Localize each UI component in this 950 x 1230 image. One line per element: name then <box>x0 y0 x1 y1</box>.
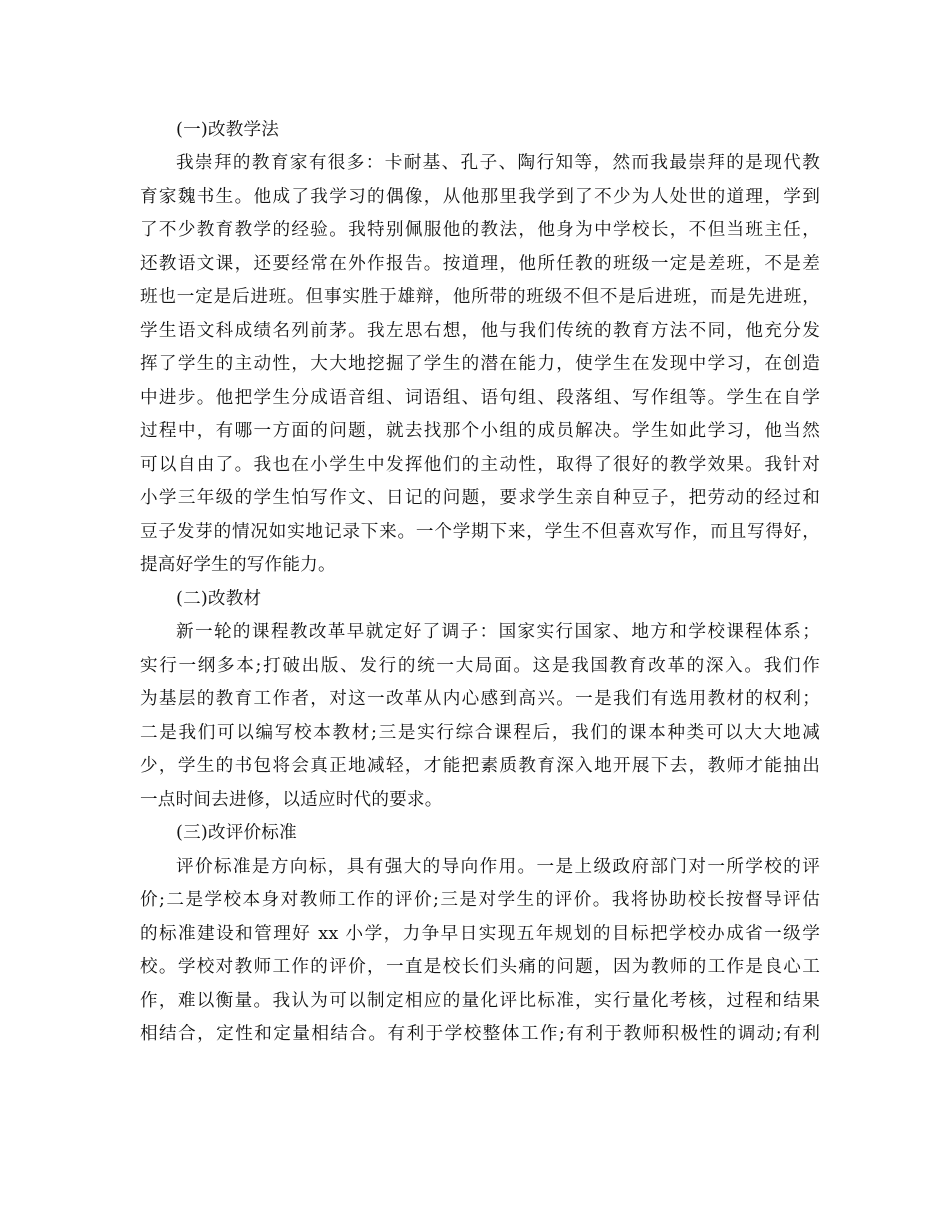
paragraph-line: 可以自由了。我也在小学生中发挥他们的主动性，取得了很好的教学效果。我针对 <box>140 455 820 475</box>
paragraph-line: 挥了学生的主动性，大大地挖掘了学生的潜在能力，使学生在发现中学习，在创造 <box>140 354 820 374</box>
paragraph-line: 的标准建设和管理好 xx 小学，力争早日实现五年规划的目标把学校办成省一级学 <box>140 924 820 944</box>
paragraph-line: 育家魏书生。他成了我学习的偶像，从他那里我学到了不少为人处世的道理，学到 <box>140 187 820 207</box>
paragraph-line: 我崇拜的教育家有很多：卡耐基、孔子、陶行知等，然而我最崇拜的是现代教 <box>176 153 820 173</box>
paragraph-line: 了不少教育教学的经验。我特别佩服他的教法，他身为中学校长，不但当班主任， <box>140 220 820 240</box>
paragraph-line: 二是我们可以编写校本教材;三是实行综合课程后，我们的课本种类可以大大地减 <box>140 723 820 743</box>
paragraph-line: 还教语文课，还要经常在外作报告。按道理，他所任教的班级一定是差班，不是差 <box>140 254 820 274</box>
paragraph-line: 校。学校对教师工作的评价，一直是校长们头痛的问题，因为教师的工作是良心工 <box>140 957 820 977</box>
paragraph-line: 作，难以衡量。我认为可以制定相应的量化评比标准，实行量化考核，过程和结果 <box>140 991 820 1011</box>
section-heading-evaluation: (三)改评价标准 <box>176 823 297 843</box>
paragraph-line: 提高好学生的写作能力。 <box>140 555 336 575</box>
paragraph-line: 一点时间去进修，以适应时代的要求。 <box>140 790 443 810</box>
paragraph-line: 相结合，定性和定量相结合。有利于学校整体工作;有利于教师积极性的调动;有利 <box>140 1024 820 1044</box>
paragraph-line: 评价标准是方向标，具有强大的导向作用。一是上级政府部门对一所学校的评 <box>176 857 820 877</box>
section-heading-textbooks: (二)改教材 <box>176 589 262 609</box>
paragraph-line: 小学三年级的学生怕写作文、日记的问题，要求学生亲自种豆子，把劳动的经过和 <box>140 488 820 508</box>
paragraph-line: 少，学生的书包将会真正地减轻，才能把素质教育深入地开展下去，教师才能抽出 <box>140 756 820 776</box>
paragraph-line: 为基层的教育工作者，对这一改革从内心感到高兴。一是我们有选用教材的权利； <box>140 689 820 709</box>
section-heading-teaching-method: (一)改教学法 <box>176 120 280 140</box>
paragraph-line: 过程中，有哪一方面的问题，就去找那个小组的成员解决。学生如此学习，他当然 <box>140 421 820 441</box>
paragraph-line: 豆子发芽的情况如实地记录下来。一个学期下来，学生不但喜欢写作，而且写得好， <box>140 522 820 542</box>
paragraph-line: 价;二是学校本身对教师工作的评价;三是对学生的评价。我将协助校长按督导评估 <box>140 890 820 910</box>
paragraph-line: 班也一定是后进班。但事实胜于雄辩，他所带的班级不但不是后进班，而是先进班， <box>140 287 820 307</box>
paragraph-line: 中进步。他把学生分成语音组、词语组、语句组、段落组、写作组等。学生在自学 <box>140 388 820 408</box>
paragraph-line: 实行一纲多本;打破出版、发行的统一大局面。这是我国教育改革的深入。我们作 <box>140 656 820 676</box>
paragraph-line: 新一轮的课程教改革早就定好了调子：国家实行国家、地方和学校课程体系； <box>176 622 820 642</box>
paragraph-line: 学生语文科成绩名列前茅。我左思右想，他与我们传统的教育方法不同，他充分发 <box>140 321 820 341</box>
